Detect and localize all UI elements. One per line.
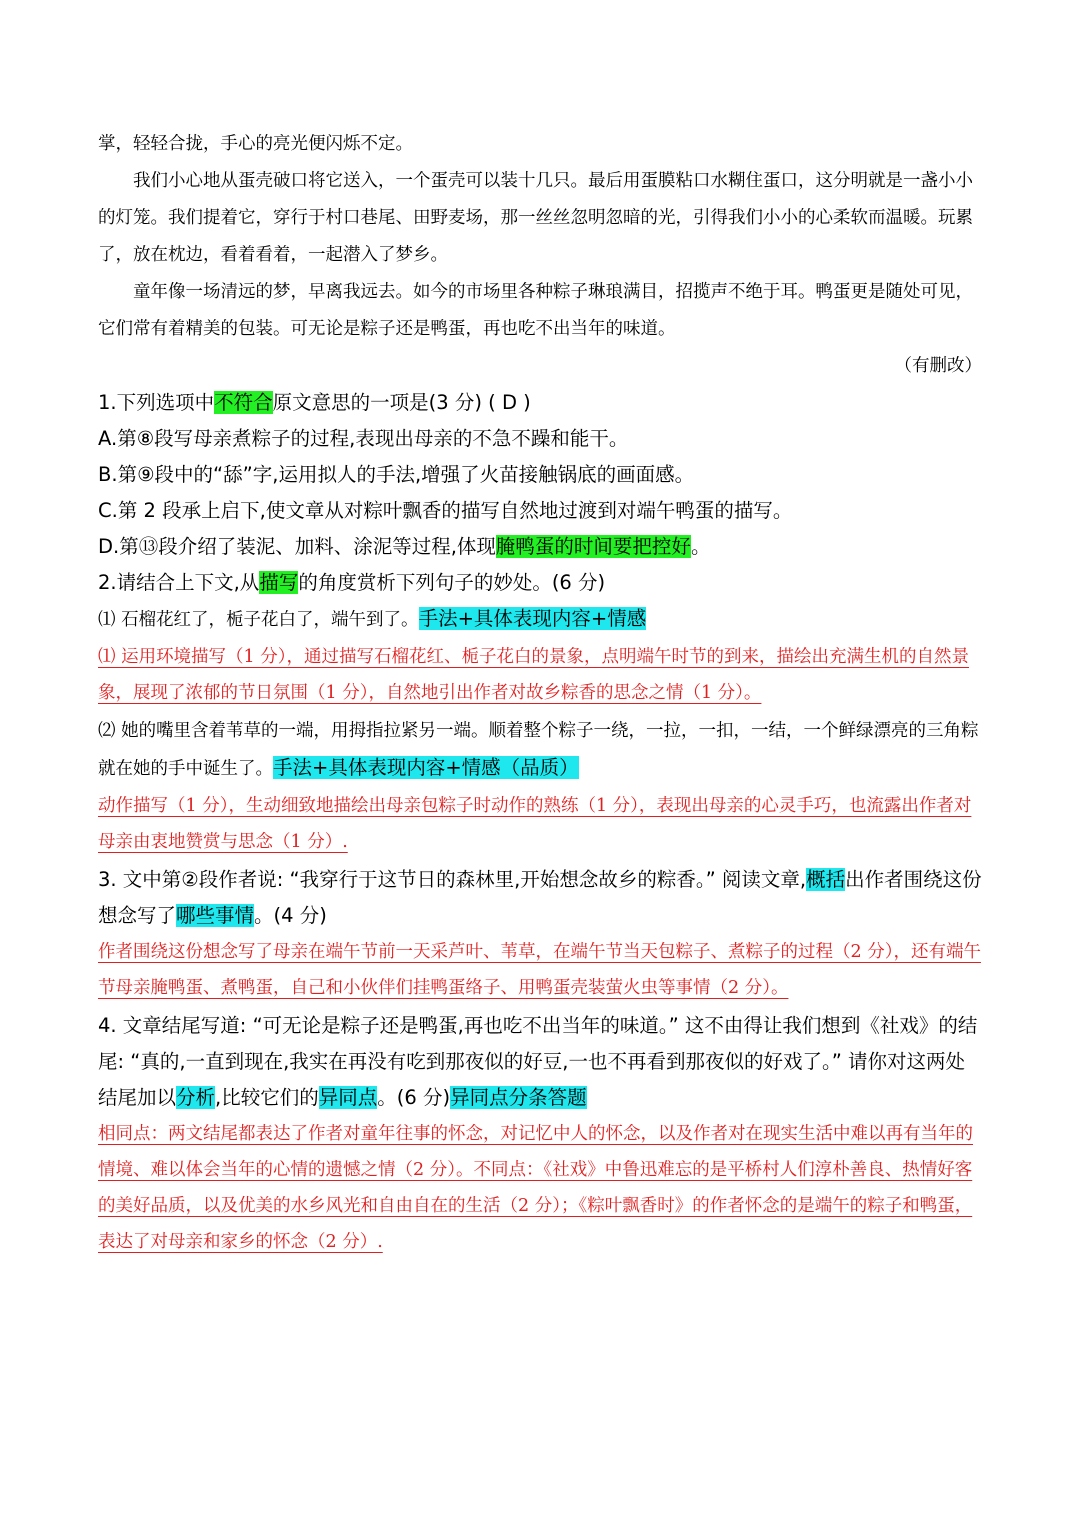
passage-paragraph-3: 童年像一场清远的梦，早离我远去。如今的市场里各种粽子琳琅满目，招揽声不绝于耳。鸭蛋更是随处可见，它们常有着精美的包装。可无论是粽子还是鸭蛋，再也吃不出当年的味道。 xyxy=(98,282,973,339)
passage-paragraph-1: 掌，轻轻合拢，手心的亮光便闪烁不定。 xyxy=(98,134,413,154)
q4-highlight-2: 异同点 xyxy=(318,1086,378,1109)
q1-highlight: 不符合 xyxy=(214,391,273,414)
passage-note: （有删改） xyxy=(894,356,982,376)
q1-d-pre: D.第⑬段介绍了装泥、加料、涂泥等过程,体现 xyxy=(98,535,496,558)
document-page xyxy=(98,126,982,1260)
q3-mid: 出作者围绕这份想念写了 xyxy=(98,868,982,927)
q2-s2-text: ⑵ 她的嘴里含着苇草的一端，用拇指拉紧另一端。顺着整个粽子一绕，一拉，一扣，一结，一个鲜绿漂亮的三角粽就在她的手中诞生了。 xyxy=(98,721,979,779)
q4-post: 。(6 分) xyxy=(377,1086,451,1109)
question-2-stem xyxy=(98,565,982,601)
question-2-answer-2: 动作描写（1 分），生动细致地描绘出母亲包粽子时动作的熟练（1 分），表现出母亲的心灵手巧，也流露出作者对母亲由衷地赞赏与思念（1 分）. xyxy=(98,796,972,852)
q2-post: 的角度赏析下列句子的妙处。(6 分) xyxy=(298,571,606,594)
q2-s2-tag: 手法+具体表现内容+情感（品质） xyxy=(273,756,579,779)
passage-paragraph-2: 我们小心地从蛋壳破口将它送入，一个蛋壳可以装十几只。最后用蛋膜粘口水糊住蛋口，这分明就是一盏小小的灯笼。我们提着它，穿行于村口巷尾、田野麦场，那一丝丝忽明忽暗的光，引得我们小小的心柔软而温暖。玩累了，放在枕边，看着看着，一起潜入了梦乡。 xyxy=(98,171,973,265)
q4-highlight-1: 分析 xyxy=(176,1086,216,1109)
q2-pre: 2.请结合上下文,从 xyxy=(98,571,260,594)
q4-pre: 4. 文章结尾写道: “可无论是粽子还是鸭蛋,再也吃不出当年的味道。” 这不由得让我们想到《社戏》的结尾: “真的,一直到现在,我实在再没有吃到那夜似的好豆,一也不再看到那夜似的好戏了。” 请你对这两处结尾加以 xyxy=(98,1014,978,1109)
question-2-answer-1: ⑴ 运用环境描写（1 分），通过描写石榴花红、栀子花白的景象，点明端午时节的到来，描绘出充满生机的自然景象，展现了浓郁的节日氛围（1 分），自然地引出作者对故乡粽香的思念之情（1 分）。 xyxy=(98,647,970,703)
question-4-answer: 相同点：两文结尾都表达了作者对童年往事的怀念，对记忆中人的怀念，以及作者对在现实生活中难以再有当年的情境、难以体会当年的心情的遗憾之情（2 分）。不同点：《社戏》中鲁迅难忘的是平桥村人们淳朴善良、热情好客的美好品质，以及优美的水乡风光和自由自在的生活（2 分）；《粽叶飘香时》的作者怀念的是端午的粽子和鸭蛋，表达了对母亲和家乡的怀念（2 分）. xyxy=(98,1124,973,1252)
question-1-option-d xyxy=(98,529,982,565)
q1-post: 原文意思的一项是(3 分) ( D ) xyxy=(272,391,531,414)
question-1-option-a: A.第⑧段写母亲煮粽子的过程,表现出母亲的不急不躁和能干。 xyxy=(98,427,629,450)
q1-pre: 1.下列选项中 xyxy=(98,391,215,414)
q3-highlight-2: 哪些事情 xyxy=(176,904,255,927)
q1-d-highlight: 腌鸭蛋的时间要把控好 xyxy=(495,535,691,558)
question-3-stem xyxy=(98,862,982,934)
question-2-sentence-1 xyxy=(98,601,982,639)
q3-post: 。(4 分) xyxy=(254,904,327,927)
q2-highlight: 描写 xyxy=(259,571,299,594)
q4-mid: ,比较它们的 xyxy=(215,1086,319,1109)
q2-s1-tag: 手法+具体表现内容+情感 xyxy=(418,607,647,630)
question-1-option-c: C.第 2 段承上启下,使文章从对粽叶飘香的描写自然地过渡到对端午鸭蛋的描写。 xyxy=(98,499,793,522)
question-1-stem xyxy=(98,385,982,421)
question-3-answer: 作者围绕这份想念写了母亲在端午节前一天采芦叶、苇草，在端午节当天包粽子、煮粽子的过程（2 分），还有端午节母亲腌鸭蛋、煮鸭蛋，自己和小伙伴们挂鸭蛋络子、用鸭蛋壳装萤火虫等事情（2 分）。 xyxy=(98,942,981,998)
q1-d-post: 。 xyxy=(690,535,711,558)
q3-pre: 3. 文中第②段作者说: “我穿行于这节日的森林里,开始想念故乡的粽香。” 阅读文章, xyxy=(98,868,807,891)
q4-tag: 异同点分条答题 xyxy=(450,1086,587,1109)
question-4-stem xyxy=(98,1008,982,1116)
q3-highlight-1: 概括 xyxy=(806,868,846,891)
q2-s1-text: ⑴ 石榴花红了，栀子花白了，端午到了。 xyxy=(98,610,419,630)
question-2-sentence-2 xyxy=(98,713,982,788)
question-1-option-b: B.第⑨段中的“舔”字,运用拟人的手法,增强了火苗接触锅底的画面感。 xyxy=(98,463,695,486)
